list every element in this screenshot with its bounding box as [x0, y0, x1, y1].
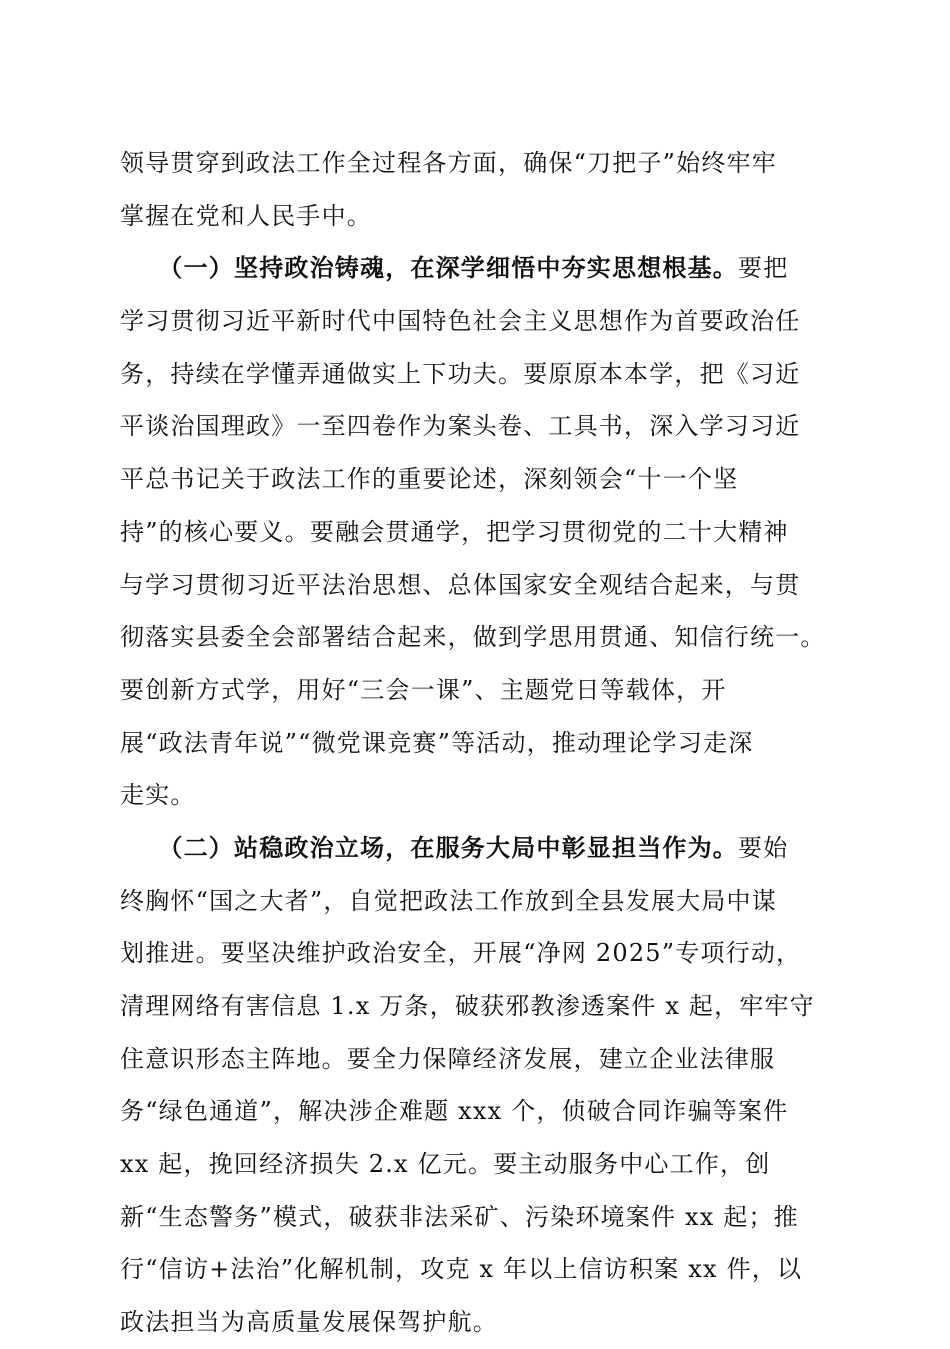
body-text: 务，持续在学懂弄通做实上下功夫。要原原本本学，把《习近 — [120, 359, 801, 388]
text-line — [120, 137, 835, 190]
body-text: 终胸怀“国之大者”，自觉把政法工作放到全县发展大局中谋 — [120, 886, 777, 915]
text-line — [120, 875, 835, 928]
body-text: 彻落实县委全会部署结合起来，做到学思用贯通、知信行统一。 — [120, 623, 826, 652]
body-text: 务“绿色通道”，解决涉企难题 xxx 个，侦破合同诈骗等案件 — [120, 1097, 789, 1126]
text-line — [120, 611, 835, 664]
text-line — [120, 717, 835, 770]
body-text: 展“政法青年说”“微党课竞赛”等活动，推动理论学习走深 — [120, 728, 754, 757]
text-line — [120, 400, 835, 453]
text-line — [120, 190, 835, 243]
body-text: 平总书记关于政法工作的重要论述，深刻领会“十一个坚 — [120, 465, 739, 494]
text-line — [120, 1138, 835, 1191]
body-text: 领导贯穿到政法工作全过程各方面，确保“刀把子”始终牢牢 — [120, 149, 777, 177]
text-line — [120, 769, 835, 822]
section-heading: （一）坚持政治铸魂，在深学细悟中夯实思想根基。 — [120, 253, 738, 283]
body-text: 学习贯彻习近平新时代中国特色社会主义思想作为首要政治任 — [120, 307, 801, 336]
text-line — [120, 453, 835, 506]
text-line — [120, 1191, 835, 1244]
text-line — [120, 559, 835, 612]
text-line — [120, 822, 835, 875]
text-line — [120, 506, 835, 559]
body-text: 持”的核心要义。要融会贯通学，把学习贯彻党的二十大精神 — [120, 517, 789, 546]
body-text: 掌握在党和人民手中。 — [120, 201, 372, 230]
body-text: 划推进。要坚决维护政治安全，开展“净网 2025”专项行动， — [120, 939, 802, 968]
text-line — [120, 1085, 835, 1138]
body-text: 政法担当为高质量发展保驾护航。 — [120, 1308, 498, 1337]
text-line — [120, 295, 835, 348]
text-line — [120, 980, 835, 1033]
body-text: 走实。 — [120, 781, 196, 810]
text-line — [120, 1033, 835, 1086]
text-line — [120, 242, 835, 295]
text-line — [120, 1296, 835, 1349]
body-text: 清理网络有害信息 1.x 万条，破获邪教渗透案件 x 起，牢牢守 — [120, 992, 815, 1020]
body-text: 行“信访+法治”化解机制，攻克 x 年以上信访积案 xx 件，以 — [120, 1255, 803, 1284]
body-text: 要把 — [738, 254, 789, 283]
body-text: 平谈治国理政》一至四卷作为案头卷、工具书，深入学习习近 — [120, 412, 801, 441]
body-text: 住意识形态主阵地。要全力保障经济发展，建立企业法律服 — [120, 1044, 776, 1073]
text-line — [120, 664, 835, 717]
text-line — [120, 927, 835, 980]
body-text: 要创新方式学，用好“三会一课”、主题党日等载体，开 — [120, 675, 727, 704]
section-heading: （二）站稳政治立场，在服务大局中彰显担当作为。 — [120, 832, 738, 862]
body-text: 新“生态警务”模式，破获非法采矿、污染环境案件 xx 起；推 — [120, 1202, 799, 1231]
text-line — [120, 1243, 835, 1296]
body-text: 与学习贯彻习近平法治思想、总体国家安全观结合起来，与贯 — [120, 570, 801, 599]
body-text: 要始 — [738, 833, 789, 862]
text-line — [120, 348, 835, 401]
document-body — [120, 137, 835, 1349]
body-text: xx 起，挽回经济损失 2.x 亿元。要主动服务中心工作，创 — [120, 1150, 771, 1179]
